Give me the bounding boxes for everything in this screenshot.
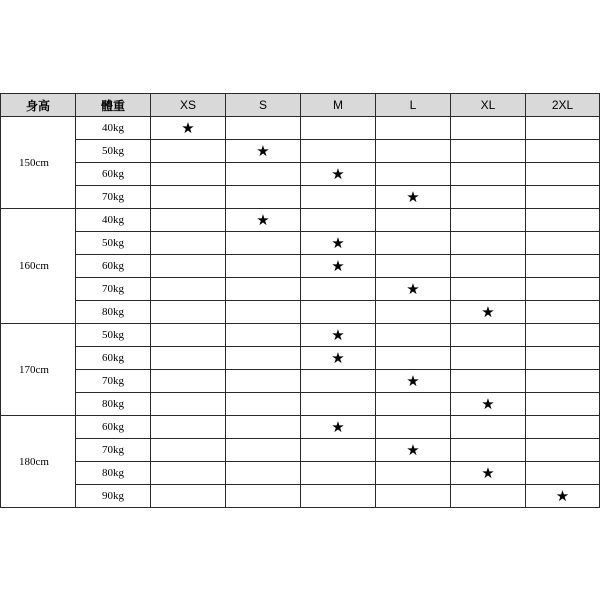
- weight-cell: 70kg: [76, 439, 151, 462]
- empty-cell: [301, 485, 376, 508]
- empty-cell: [226, 117, 301, 140]
- empty-cell: [526, 324, 600, 347]
- empty-cell: [301, 462, 376, 485]
- empty-cell: [526, 186, 600, 209]
- empty-cell: [226, 439, 301, 462]
- empty-cell: [151, 370, 226, 393]
- star-icon: ★: [301, 347, 376, 370]
- weight-cell: 80kg: [76, 393, 151, 416]
- header-height: 身高: [1, 94, 76, 117]
- table-row: [1, 186, 600, 209]
- size-chart-header: [1, 94, 600, 117]
- empty-cell: [526, 462, 600, 485]
- empty-cell: [526, 439, 600, 462]
- empty-cell: [151, 163, 226, 186]
- weight-cell: 40kg: [76, 209, 151, 232]
- empty-cell: [376, 324, 451, 347]
- weight-cell: 60kg: [76, 347, 151, 370]
- empty-cell: [376, 393, 451, 416]
- weight-cell: 80kg: [76, 301, 151, 324]
- empty-cell: [226, 462, 301, 485]
- star-icon: ★: [376, 278, 451, 301]
- header-size-s: S: [226, 94, 301, 117]
- empty-cell: [151, 439, 226, 462]
- empty-cell: [151, 347, 226, 370]
- empty-cell: [151, 186, 226, 209]
- size-chart-table: [0, 93, 600, 508]
- star-icon: ★: [301, 163, 376, 186]
- table-row: [1, 370, 600, 393]
- empty-cell: [526, 255, 600, 278]
- table-row: [1, 117, 600, 140]
- empty-cell: [451, 232, 526, 255]
- header-weight: 體重: [76, 94, 151, 117]
- empty-cell: [376, 416, 451, 439]
- empty-cell: [376, 301, 451, 324]
- star-icon: ★: [376, 439, 451, 462]
- empty-cell: [526, 140, 600, 163]
- empty-cell: [226, 393, 301, 416]
- empty-cell: [451, 347, 526, 370]
- weight-cell: 80kg: [76, 462, 151, 485]
- table-row: [1, 163, 600, 186]
- empty-cell: [301, 439, 376, 462]
- weight-cell: 40kg: [76, 117, 151, 140]
- empty-cell: [151, 462, 226, 485]
- empty-cell: [301, 370, 376, 393]
- header-size-m: M: [301, 94, 376, 117]
- weight-cell: 50kg: [76, 140, 151, 163]
- height-cell: 170cm: [1, 324, 76, 416]
- empty-cell: [226, 301, 301, 324]
- weight-cell: 90kg: [76, 485, 151, 508]
- empty-cell: [151, 485, 226, 508]
- empty-cell: [376, 232, 451, 255]
- empty-cell: [151, 209, 226, 232]
- empty-cell: [376, 140, 451, 163]
- table-row: [1, 485, 600, 508]
- empty-cell: [301, 186, 376, 209]
- weight-cell: 70kg: [76, 370, 151, 393]
- star-icon: ★: [301, 416, 376, 439]
- star-icon: ★: [226, 140, 301, 163]
- empty-cell: [451, 209, 526, 232]
- table-row: [1, 347, 600, 370]
- empty-cell: [526, 163, 600, 186]
- empty-cell: [376, 209, 451, 232]
- empty-cell: [226, 278, 301, 301]
- empty-cell: [226, 370, 301, 393]
- empty-cell: [451, 278, 526, 301]
- empty-cell: [301, 117, 376, 140]
- header-size-xs: XS: [151, 94, 226, 117]
- star-icon: ★: [301, 255, 376, 278]
- empty-cell: [151, 232, 226, 255]
- table-row: [1, 393, 600, 416]
- empty-cell: [451, 485, 526, 508]
- empty-cell: [526, 416, 600, 439]
- empty-cell: [226, 416, 301, 439]
- empty-cell: [526, 209, 600, 232]
- empty-cell: [451, 416, 526, 439]
- height-cell: 150cm: [1, 117, 76, 209]
- empty-cell: [151, 140, 226, 163]
- table-row: [1, 278, 600, 301]
- star-icon: ★: [301, 324, 376, 347]
- header-size-xl: XL: [451, 94, 526, 117]
- empty-cell: [376, 485, 451, 508]
- empty-cell: [301, 278, 376, 301]
- empty-cell: [226, 324, 301, 347]
- empty-cell: [301, 301, 376, 324]
- weight-cell: 70kg: [76, 278, 151, 301]
- weight-cell: 50kg: [76, 324, 151, 347]
- empty-cell: [226, 163, 301, 186]
- table-row: [1, 255, 600, 278]
- empty-cell: [526, 301, 600, 324]
- size-chart-body: [1, 117, 600, 508]
- table-row: [1, 232, 600, 255]
- empty-cell: [151, 255, 226, 278]
- empty-cell: [526, 232, 600, 255]
- star-icon: ★: [226, 209, 301, 232]
- table-row: [1, 439, 600, 462]
- empty-cell: [226, 255, 301, 278]
- empty-cell: [226, 232, 301, 255]
- empty-cell: [376, 462, 451, 485]
- empty-cell: [526, 347, 600, 370]
- empty-cell: [451, 163, 526, 186]
- empty-cell: [226, 186, 301, 209]
- table-row: [1, 416, 600, 439]
- empty-cell: [376, 347, 451, 370]
- star-icon: ★: [151, 117, 226, 140]
- empty-cell: [226, 347, 301, 370]
- table-row: [1, 209, 600, 232]
- empty-cell: [526, 117, 600, 140]
- table-row: [1, 140, 600, 163]
- table-row: [1, 462, 600, 485]
- empty-cell: [376, 117, 451, 140]
- height-cell: 180cm: [1, 416, 76, 508]
- empty-cell: [376, 163, 451, 186]
- empty-cell: [301, 140, 376, 163]
- empty-cell: [451, 140, 526, 163]
- empty-cell: [526, 278, 600, 301]
- star-icon: ★: [376, 370, 451, 393]
- empty-cell: [376, 255, 451, 278]
- table-row: [1, 324, 600, 347]
- header-row: [1, 94, 600, 117]
- star-icon: ★: [451, 301, 526, 324]
- empty-cell: [451, 370, 526, 393]
- empty-cell: [451, 324, 526, 347]
- empty-cell: [151, 416, 226, 439]
- empty-cell: [151, 301, 226, 324]
- empty-cell: [301, 209, 376, 232]
- weight-cell: 70kg: [76, 186, 151, 209]
- empty-cell: [451, 117, 526, 140]
- empty-cell: [451, 186, 526, 209]
- header-size-l: L: [376, 94, 451, 117]
- empty-cell: [151, 393, 226, 416]
- empty-cell: [526, 370, 600, 393]
- empty-cell: [301, 393, 376, 416]
- weight-cell: 60kg: [76, 255, 151, 278]
- empty-cell: [451, 255, 526, 278]
- empty-cell: [526, 393, 600, 416]
- table-row: [1, 301, 600, 324]
- star-icon: ★: [376, 186, 451, 209]
- empty-cell: [151, 278, 226, 301]
- empty-cell: [226, 485, 301, 508]
- empty-cell: [151, 324, 226, 347]
- star-icon: ★: [451, 462, 526, 485]
- star-icon: ★: [451, 393, 526, 416]
- height-cell: 160cm: [1, 209, 76, 324]
- star-icon: ★: [301, 232, 376, 255]
- header-size-2xl: 2XL: [526, 94, 600, 117]
- weight-cell: 60kg: [76, 163, 151, 186]
- weight-cell: 60kg: [76, 416, 151, 439]
- empty-cell: [451, 439, 526, 462]
- weight-cell: 50kg: [76, 232, 151, 255]
- star-icon: ★: [526, 485, 600, 508]
